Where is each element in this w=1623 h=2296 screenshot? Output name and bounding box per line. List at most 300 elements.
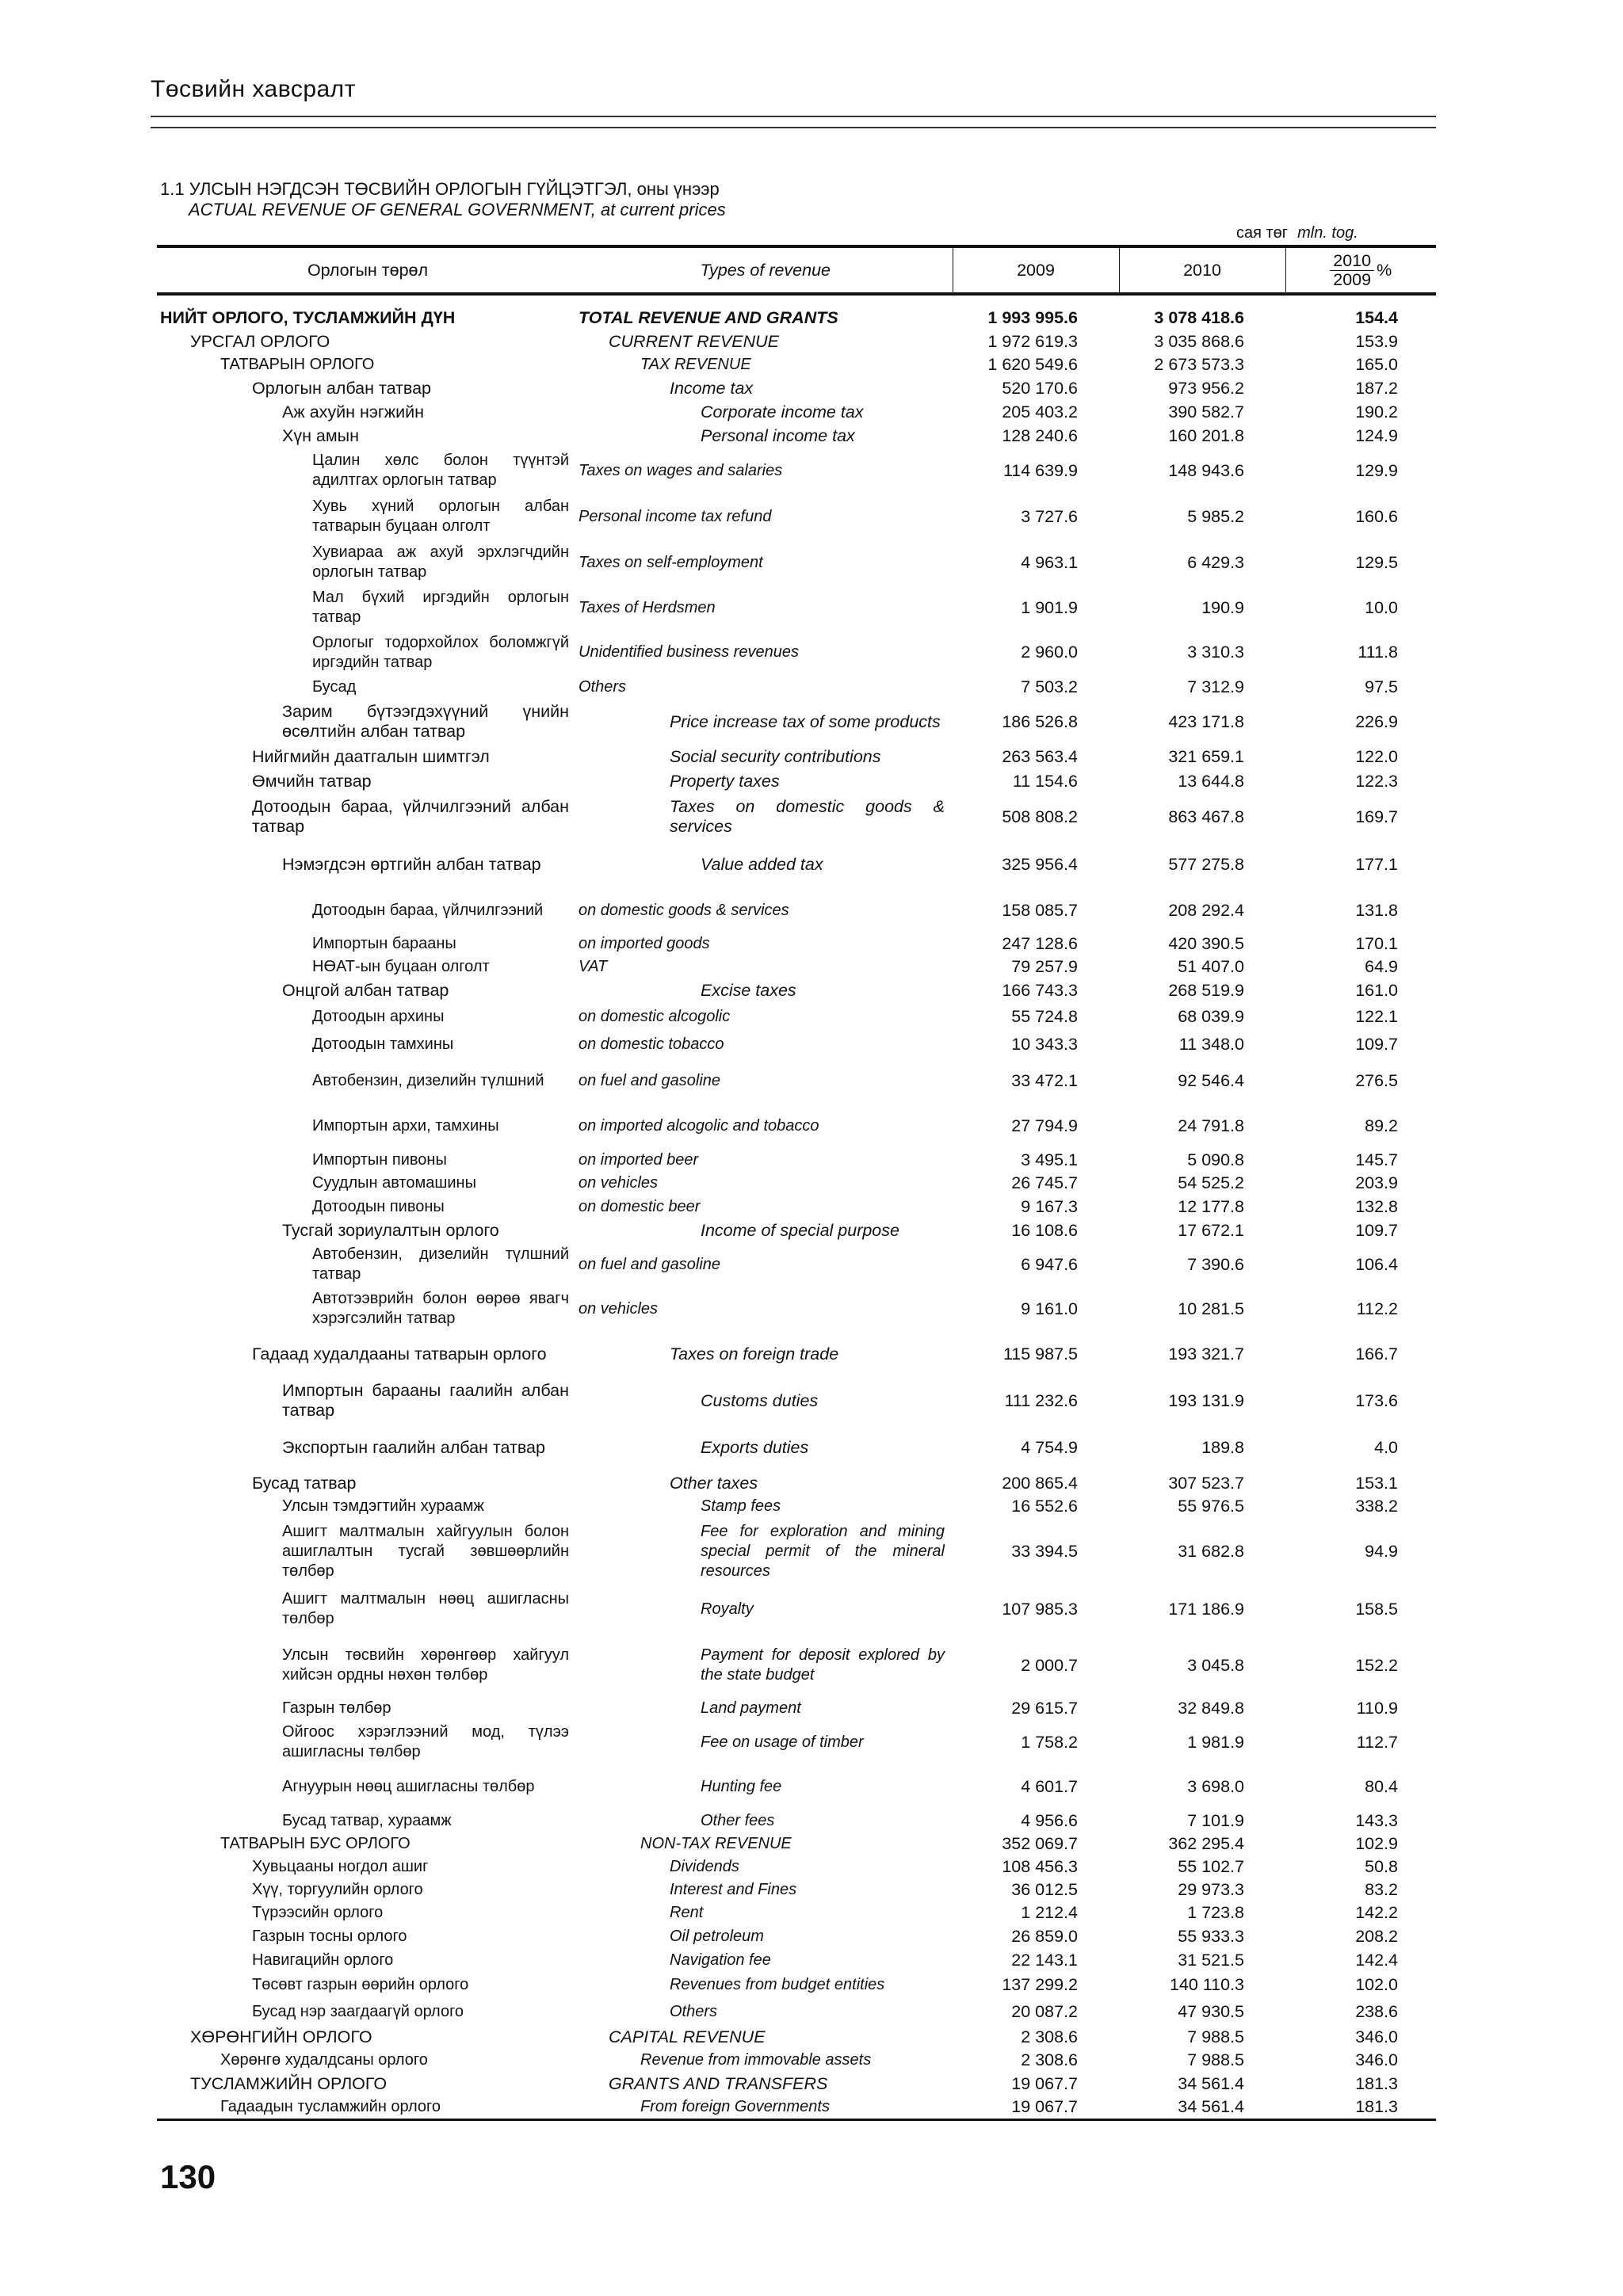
cell-en-type: on domestic tobacco [579, 1035, 724, 1053]
cell-en-type: Taxes on foreign trade [670, 1344, 839, 1363]
cell-ratio: 122.1 [1355, 1007, 1398, 1026]
cell-2009: 2 000.7 [1021, 1655, 1078, 1675]
cell-en-type: Revenue from immovable assets [640, 2051, 872, 2069]
cell-mn-type: Мал бүхий иргэдийн орлогын татвар [312, 589, 569, 626]
cell-2009: 137 299.2 [1002, 1975, 1078, 1994]
cell-mn-type: Ашигт малтмалын нөөц ашигласны төлбөр [282, 1590, 569, 1627]
cell-en-type: Exports duties [701, 1438, 809, 1457]
cell-ratio: 80.4 [1365, 1776, 1398, 1796]
cell-2010: 29 973.3 [1178, 1880, 1244, 1899]
cell-en-type: on domestic beer [579, 1197, 701, 1215]
cell-ratio: 112.7 [1356, 1732, 1398, 1752]
cell-en-type: Taxes on self-employment [579, 553, 763, 571]
cell-2010: 55 933.3 [1178, 1926, 1244, 1946]
unit-label [1236, 224, 1358, 242]
cell-2009: 16 552.6 [1011, 1497, 1078, 1516]
cell-mn-type: Зарим бүтээгдэхүүний үнийн өсөлтийн албан татвар [282, 702, 569, 741]
cell-ratio: 94.9 [1365, 1541, 1398, 1561]
table-row [157, 1634, 1436, 1697]
cell-mn-type: НӨАТ-ын буцаан олголт [312, 958, 490, 975]
cell-en-type: Unidentified business revenues [579, 643, 799, 661]
table-row [157, 1495, 1436, 1518]
table-row [157, 2049, 1436, 2072]
cell-en-type: on imported goods [579, 935, 710, 952]
cell-2009: 9 167.3 [1021, 1196, 1078, 1216]
table-row [157, 448, 1436, 494]
cell-2010: 92 546.4 [1178, 1070, 1244, 1090]
cell-2009: 33 472.1 [1011, 1070, 1078, 1090]
cell-ratio: 129.5 [1355, 552, 1398, 572]
cell-2009: 19 067.7 [1011, 2073, 1078, 2093]
cell-ratio: 83.2 [1365, 1880, 1398, 1899]
cell-mn-type: Улсын тэмдэгтийн хураамж [282, 1497, 484, 1515]
cell-2010: 12 177.8 [1178, 1196, 1244, 1216]
cell-2009: 1 901.9 [1021, 597, 1078, 617]
cell-ratio: 203.9 [1355, 1173, 1398, 1192]
table-row [157, 330, 1436, 353]
cell-en-type: Oil petroleum [670, 1927, 764, 1945]
cell-en-type: on vehicles [579, 1299, 659, 1318]
cell-mn-type: Түрээсийн орлого [252, 1904, 384, 1921]
cell-2009: 55 724.8 [1011, 1007, 1078, 1026]
cell-en-type: Payment for deposit explored by the state budget [701, 1646, 945, 1684]
cell-ratio: 181.3 [1355, 2073, 1398, 2093]
cell-mn-type: Ашигт малтмалын хайгуулын болон ашиглалтын тусгай зөвшөөрлийн төлбөр [282, 1522, 569, 1580]
cell-ratio: 110.9 [1356, 1699, 1398, 1718]
cell-en-type: CURRENT REVENUE [609, 331, 780, 351]
cell-en-type: Customs duties [701, 1390, 819, 1410]
table-row [157, 1948, 1436, 1972]
cell-ratio: 166.7 [1355, 1344, 1398, 1363]
cell-2009: 128 240.6 [1002, 425, 1078, 445]
cell-en-type: Hunting fee [701, 1777, 782, 1795]
cell-ratio: 143.3 [1355, 1810, 1398, 1830]
cell-mn-type: ТАТВАРЫН БУС ОРЛОГО [220, 1835, 411, 1852]
cell-2010: 1 723.8 [1187, 1903, 1244, 1922]
cell-ratio: 97.5 [1365, 677, 1398, 696]
cell-2010: 268 519.9 [1168, 981, 1244, 1000]
cell-en-type: Other taxes [670, 1473, 758, 1493]
cell-2010: 13 644.8 [1178, 771, 1244, 791]
table-row [157, 745, 1436, 769]
cell-2010: 7 988.5 [1187, 2050, 1244, 2069]
cell-en-type: Corporate income tax [701, 402, 864, 421]
cell-ratio: 190.2 [1355, 402, 1398, 421]
cell-2010: 11 348.0 [1178, 1035, 1244, 1054]
header-rule-bottom [151, 127, 1436, 128]
table-row [157, 1031, 1436, 1058]
cell-en-type: Fee on usage of timber [701, 1733, 864, 1751]
cell-mn-type: Импортын архи, тамхины [312, 1116, 499, 1135]
cell-mn-type: УРСГАЛ ОРЛОГО [190, 331, 330, 351]
table-row [157, 933, 1436, 955]
cell-ratio: 111.8 [1358, 643, 1398, 662]
cell-en-type: Social security contributions [670, 747, 881, 766]
cell-2009: 2 308.6 [1021, 2050, 1078, 2069]
cell-2010: 423 171.8 [1168, 711, 1244, 731]
table-row [157, 1720, 1436, 1764]
cell-mn-type: Цалин хөлс болон түүнтэй адилтгах орлогын татвар [312, 452, 569, 489]
table-row [157, 1377, 1436, 1425]
table-row [157, 1003, 1436, 1031]
cell-2009: 10 343.3 [1011, 1035, 1078, 1054]
cell-mn-type: Ойгоос хэрэглээний мод, түлээ ашигласны төлбөр [282, 1723, 569, 1760]
table-row [157, 1195, 1436, 1219]
cell-2009: 205 403.2 [1002, 402, 1078, 421]
cell-ratio: 122.3 [1355, 771, 1398, 791]
table-row [157, 955, 1436, 978]
cell-2010: 7 390.6 [1187, 1254, 1244, 1274]
cell-ratio: 122.0 [1355, 747, 1398, 766]
cell-2010: 34 561.4 [1178, 2073, 1244, 2093]
table-row [157, 494, 1436, 540]
cell-2009: 1 758.2 [1021, 1732, 1078, 1752]
cell-ratio: 152.2 [1355, 1655, 1398, 1675]
cell-mn-type: Хувь хүний орлогын албан татварын буцаан олголт [312, 498, 569, 535]
table-row [157, 1172, 1436, 1195]
cell-ratio: 346.0 [1355, 2027, 1398, 2046]
running-head: Төсвийн хавсралт [151, 76, 356, 102]
cell-2010: 32 849.8 [1178, 1699, 1244, 1718]
ratio-percent: % [1377, 260, 1392, 280]
cell-mn-type: Газрын тосны орлого [252, 1927, 407, 1945]
table-body [157, 294, 1436, 2119]
cell-2009: 247 128.6 [1002, 934, 1078, 953]
cell-2009: 325 956.4 [1002, 854, 1078, 874]
cell-mn-type: ТАТВАРЫН ОРЛОГО [220, 356, 375, 373]
cell-2010: 55 976.5 [1178, 1497, 1244, 1516]
table-row [157, 1924, 1436, 1948]
cell-mn-type: Тусгай зориулалтын орлого [282, 1220, 499, 1240]
cell-mn-type: Аж ахуйн нэгжийн [282, 402, 424, 421]
cell-en-type: on domestic alcogolic [579, 1008, 731, 1025]
cell-ratio: 169.7 [1355, 807, 1398, 826]
cell-2009: 186 526.8 [1002, 711, 1078, 731]
cell-2010: 148 943.6 [1168, 460, 1244, 480]
header-mn-type: Орлогын төрөл [157, 246, 579, 294]
cell-2009: 79 257.9 [1011, 957, 1078, 976]
cell-ratio: 170.1 [1355, 934, 1398, 953]
cell-en-type: Excise taxes [701, 981, 796, 1000]
cell-ratio: 4.0 [1374, 1438, 1398, 1457]
table-row [157, 888, 1436, 933]
cell-2009: 16 108.6 [1011, 1220, 1078, 1240]
table-row [157, 2025, 1436, 2049]
cell-mn-type: Бусад нэр заагдаагүй орлого [252, 2002, 464, 2020]
cell-ratio: 187.2 [1355, 378, 1398, 398]
cell-mn-type: ХӨРӨНГИЙН ОРЛОГО [190, 2027, 372, 2046]
cell-2009: 158 085.7 [1002, 900, 1078, 920]
table-row [157, 1764, 1436, 1809]
cell-2009: 4 754.9 [1021, 1438, 1078, 1457]
cell-2010: 307 523.7 [1168, 1473, 1244, 1493]
cell-2009: 36 012.5 [1011, 1880, 1078, 1899]
cell-2009: 3 727.6 [1021, 506, 1078, 526]
table-row [157, 793, 1436, 841]
cell-2009: 1 972 619.3 [987, 331, 1078, 351]
table-row [157, 1219, 1436, 1242]
cell-en-type: Others [670, 2002, 718, 2020]
cell-en-type: Dividends [670, 1858, 739, 1875]
cell-2009: 1 620 549.6 [987, 355, 1078, 374]
cell-mn-type: Автобензин, дизелийн түлшний [312, 1071, 544, 1089]
cell-ratio: 102.0 [1355, 1975, 1398, 1994]
table-row [157, 1149, 1436, 1172]
cell-2010: 171 186.9 [1168, 1599, 1244, 1619]
table-row [157, 400, 1436, 424]
cell-mn-type: Суудлын автомашины [312, 1174, 476, 1192]
cell-mn-type: Бусад [312, 677, 357, 696]
cell-ratio: 142.2 [1355, 1903, 1398, 1922]
cell-en-type: on imported alcogolic and tobacco [579, 1116, 819, 1135]
cell-2009: 26 745.7 [1011, 1173, 1078, 1192]
cell-en-type: Price increase tax of some products [670, 711, 941, 731]
table-row [157, 978, 1436, 1003]
cell-en-type: Personal income tax [701, 425, 855, 445]
cell-mn-type: Дотоодын бараа, үйлчилгээний [312, 901, 544, 919]
cell-ratio: 154.4 [1355, 308, 1398, 327]
cell-ratio: 153.1 [1355, 1473, 1398, 1493]
cell-2010: 189.8 [1201, 1438, 1244, 1457]
cell-2010: 863 467.8 [1168, 807, 1244, 826]
cell-ratio: 106.4 [1355, 1254, 1398, 1274]
cell-mn-type: Дотоодын тамхины [312, 1035, 454, 1053]
cell-2009: 20 087.2 [1011, 2001, 1078, 2021]
table-row [157, 1697, 1436, 1720]
cell-ratio: 165.0 [1355, 355, 1398, 374]
cell-2009: 6 947.6 [1021, 1254, 1078, 1274]
cell-2010: 17 672.1 [1178, 1220, 1244, 1240]
cell-2009: 111 232.6 [1004, 1390, 1078, 1410]
table-row [157, 1425, 1436, 1471]
table-row [157, 1878, 1436, 1901]
cell-ratio: 102.9 [1355, 1834, 1398, 1853]
cell-en-type: Personal income tax refund [579, 507, 772, 525]
cell-ratio: 346.0 [1355, 2050, 1398, 2069]
cell-mn-type: Газрын төлбөр [282, 1699, 391, 1717]
cell-mn-type: ТУСЛАМЖИЙН ОРЛОГО [190, 2073, 388, 2093]
cell-ratio: 177.1 [1355, 854, 1398, 874]
cell-ratio: 132.8 [1355, 1196, 1398, 1216]
cell-ratio: 160.6 [1355, 506, 1398, 526]
cell-2010: 193 131.9 [1168, 1390, 1244, 1410]
cell-mn-type: НИЙТ ОРЛОГО, ТУСЛАМЖИЙН ДҮН [160, 308, 456, 327]
cell-ratio: 129.9 [1355, 460, 1398, 480]
cell-ratio: 64.9 [1365, 957, 1398, 976]
cell-en-type: Rent [670, 1904, 704, 1921]
cell-en-type: CAPITAL REVENUE [609, 2027, 766, 2046]
cell-2010: 160 201.8 [1168, 425, 1244, 445]
cell-2009: 3 495.1 [1021, 1150, 1078, 1169]
cell-2009: 200 865.4 [1002, 1473, 1078, 1493]
cell-2010: 3 310.3 [1187, 643, 1244, 662]
table-row [157, 294, 1436, 330]
cell-mn-type: Нэмэгдсэн өртгийн албан татвар [282, 854, 541, 874]
cell-ratio: 238.6 [1355, 2001, 1398, 2021]
cell-2010: 577 275.8 [1168, 854, 1244, 874]
cell-en-type: GRANTS AND TRANSFERS [609, 2073, 828, 2093]
cell-ratio: 109.7 [1355, 1220, 1398, 1240]
cell-mn-type: Орлогын албан татвар [252, 378, 431, 398]
cell-mn-type: Импортын барааны [312, 935, 456, 952]
table-row [157, 1518, 1436, 1585]
cell-en-type: on vehicles [579, 1174, 659, 1192]
cell-en-type: Value added tax [701, 854, 823, 874]
cell-2009: 107 985.3 [1002, 1599, 1078, 1619]
cell-ratio: 50.8 [1365, 1857, 1398, 1876]
cell-en-type: Taxes of Herdsmen [579, 598, 716, 616]
cell-mn-type: Гадаадын тусламжийн орлого [157, 2096, 579, 2119]
cell-2010: 208 292.4 [1168, 900, 1244, 920]
table-row [157, 1833, 1436, 1855]
cell-2009: 29 615.7 [1011, 1699, 1078, 1718]
cell-mn-type: Гадаад худалдааны татварын орлого [252, 1344, 547, 1363]
cell-2009: 4 601.7 [1021, 1776, 1078, 1796]
cell-en-type: Interest and Fines [670, 1881, 797, 1898]
cell-ratio: 131.8 [1355, 900, 1398, 920]
cell-ratio: 89.2 [1365, 1116, 1398, 1135]
cell-2010: 47 930.5 [1178, 2001, 1244, 2021]
cell-2010: 2 673 573.3 [1154, 355, 1244, 374]
cell-en-type: Other fees [701, 1811, 775, 1829]
table-row [157, 1471, 1436, 1495]
cell-en-type: TOTAL REVENUE AND GRANTS [579, 308, 838, 327]
cell-2009: 520 170.6 [1002, 378, 1078, 398]
cell-2010: 390 582.7 [1168, 402, 1244, 421]
unit-mn: сая төг [1236, 224, 1289, 242]
cell-2009: 1 212.4 [1021, 1903, 1078, 1922]
ratio-fraction [1330, 252, 1374, 289]
cell-mn-type: Орлогыг тодорхойлох боломжгүй иргэдийн татвар [312, 633, 569, 671]
cell-2009: 19 067.7 [953, 2096, 1119, 2119]
table-row [157, 540, 1436, 585]
cell-2009: 11 154.6 [1012, 771, 1078, 791]
cell-2010: 3 035 868.6 [1154, 331, 1244, 351]
cell-mn-type: Бусад татвар, хураамж [282, 1811, 452, 1829]
table-row [157, 1242, 1436, 1287]
cell-en-type: on imported beer [579, 1151, 699, 1169]
cell-ratio: 153.9 [1355, 331, 1398, 351]
cell-2010: 3 078 418.6 [1154, 308, 1244, 327]
table-row [157, 699, 1436, 745]
cell-mn-type: Хувиараа аж ахуй эрхлэгчдийн орлогын татвар [312, 543, 569, 581]
cell-en-type: NON-TAX REVENUE [640, 1835, 792, 1852]
cell-ratio: 208.2 [1355, 1926, 1398, 1946]
table-row [157, 1331, 1436, 1377]
cell-en-type: Land payment [701, 1699, 801, 1717]
table-header-row [157, 246, 1436, 294]
cell-en-type: Revenues from budget entities [670, 1976, 885, 1993]
cell-en-type: Income tax [670, 378, 754, 398]
cell-2010: 7 312.9 [1187, 677, 1244, 696]
cell-ratio: 226.9 [1355, 711, 1398, 731]
cell-2009: 9 161.0 [1021, 1299, 1078, 1318]
cell-2010: 5 985.2 [1187, 506, 1244, 526]
cell-en-type: Royalty [701, 1600, 754, 1618]
table-row [157, 2072, 1436, 2096]
cell-2009: 2 960.0 [1021, 643, 1078, 662]
cell-2010: 31 682.8 [1178, 1541, 1244, 1561]
header-en-type: Types of revenue [579, 246, 953, 294]
cell-2010: 34 561.4 [1119, 2096, 1285, 2119]
cell-mn-type: Агнуурын нөөц ашигласны төлбөр [282, 1777, 535, 1795]
cell-en-type: VAT [579, 958, 608, 975]
cell-en-type: Stamp fees [701, 1497, 781, 1515]
cell-en-type: Fee for exploration and mining special permit of the mineral resources [701, 1522, 945, 1580]
table-row [157, 1103, 1436, 1149]
cell-en-type: Property taxes [670, 771, 780, 791]
cell-en-type: on fuel and gasoline [579, 1255, 721, 1273]
table-row [157, 1855, 1436, 1878]
cell-ratio: 142.4 [1355, 1950, 1398, 1970]
cell-2010: 140 110.3 [1169, 1975, 1244, 1994]
cell-2010: 31 521.5 [1178, 1950, 1244, 1970]
cell-2009: 2 308.6 [1021, 2027, 1078, 2046]
header-rule-top [151, 116, 1436, 117]
cell-mn-type: Хөрөнгө худалдсаны орлого [220, 2051, 428, 2069]
cell-mn-type: Хүн амын [282, 425, 360, 445]
cell-mn-type: Нийгмийн даатгалын шимтгэл [252, 747, 490, 766]
table-row [157, 1901, 1436, 1924]
cell-2009: 1 993 995.6 [987, 308, 1078, 327]
ratio-numerator: 2010 [1330, 252, 1374, 271]
cell-mn-type: Дотоодын пивоны [312, 1197, 445, 1215]
cell-2009: 166 743.3 [1002, 981, 1078, 1000]
cell-ratio: 158.5 [1355, 1599, 1398, 1619]
cell-2009: 27 794.9 [1011, 1116, 1078, 1135]
cell-ratio: 181.3 [1285, 2096, 1436, 2119]
table-row [157, 1058, 1436, 1103]
cell-2009: 115 987.5 [1002, 1344, 1078, 1363]
cell-en-type: Income of special purpose [701, 1220, 899, 1240]
table-row [157, 769, 1436, 793]
cell-mn-type: Автобензин, дизелийн түлшний татвар [312, 1245, 569, 1283]
cell-2010: 1 981.9 [1187, 1732, 1244, 1752]
header-2009: 2009 [953, 246, 1119, 294]
cell-2009: 263 563.4 [1002, 747, 1078, 766]
table-row [157, 1998, 1436, 2025]
cell-ratio: 124.9 [1355, 425, 1398, 445]
cell-en-type: Navigation fee [670, 1951, 771, 1969]
cell-2009: 26 859.0 [1011, 1926, 1078, 1946]
unit-en: mln. tog. [1297, 224, 1358, 242]
cell-mn-type: Дотоодын бараа, үйлчилгээний албан татвар [252, 797, 569, 836]
cell-2009: 4 956.6 [1021, 1810, 1078, 1830]
cell-2010: 68 039.9 [1178, 1007, 1244, 1026]
cell-2010: 6 429.3 [1187, 552, 1244, 572]
cell-en-type: on fuel and gasoline [579, 1071, 721, 1089]
cell-2009: 33 394.5 [1011, 1541, 1078, 1561]
cell-2009: 508 808.2 [1002, 807, 1078, 826]
cell-2010: 3 045.8 [1187, 1655, 1244, 1675]
table-row [157, 841, 1436, 888]
cell-mn-type: Автотээврийн болон өөрөө явагч хэрэгсэлийн татвар [312, 1290, 569, 1327]
table-row [157, 585, 1436, 630]
cell-2010: 362 295.4 [1168, 1834, 1244, 1853]
cell-mn-type: Импортын пивоны [312, 1151, 447, 1169]
cell-mn-type: Навигацийн орлого [252, 1951, 394, 1969]
cell-en-type: Taxes on wages and salaries [579, 461, 783, 479]
cell-2009: 4 963.1 [1021, 552, 1078, 572]
cell-2010: 54 525.2 [1178, 1173, 1244, 1192]
table-row [157, 424, 1436, 448]
cell-mn-type: Хувьцааны ногдол ашиг [252, 1858, 429, 1875]
cell-ratio: 145.7 [1355, 1150, 1398, 1169]
cell-ratio: 10.0 [1365, 597, 1398, 617]
table-title-en: ACTUAL REVENUE OF GENERAL GOVERNMENT, at current prices [189, 200, 726, 219]
cell-ratio: 338.2 [1355, 1497, 1398, 1516]
cell-2010: 420 390.5 [1168, 934, 1244, 953]
